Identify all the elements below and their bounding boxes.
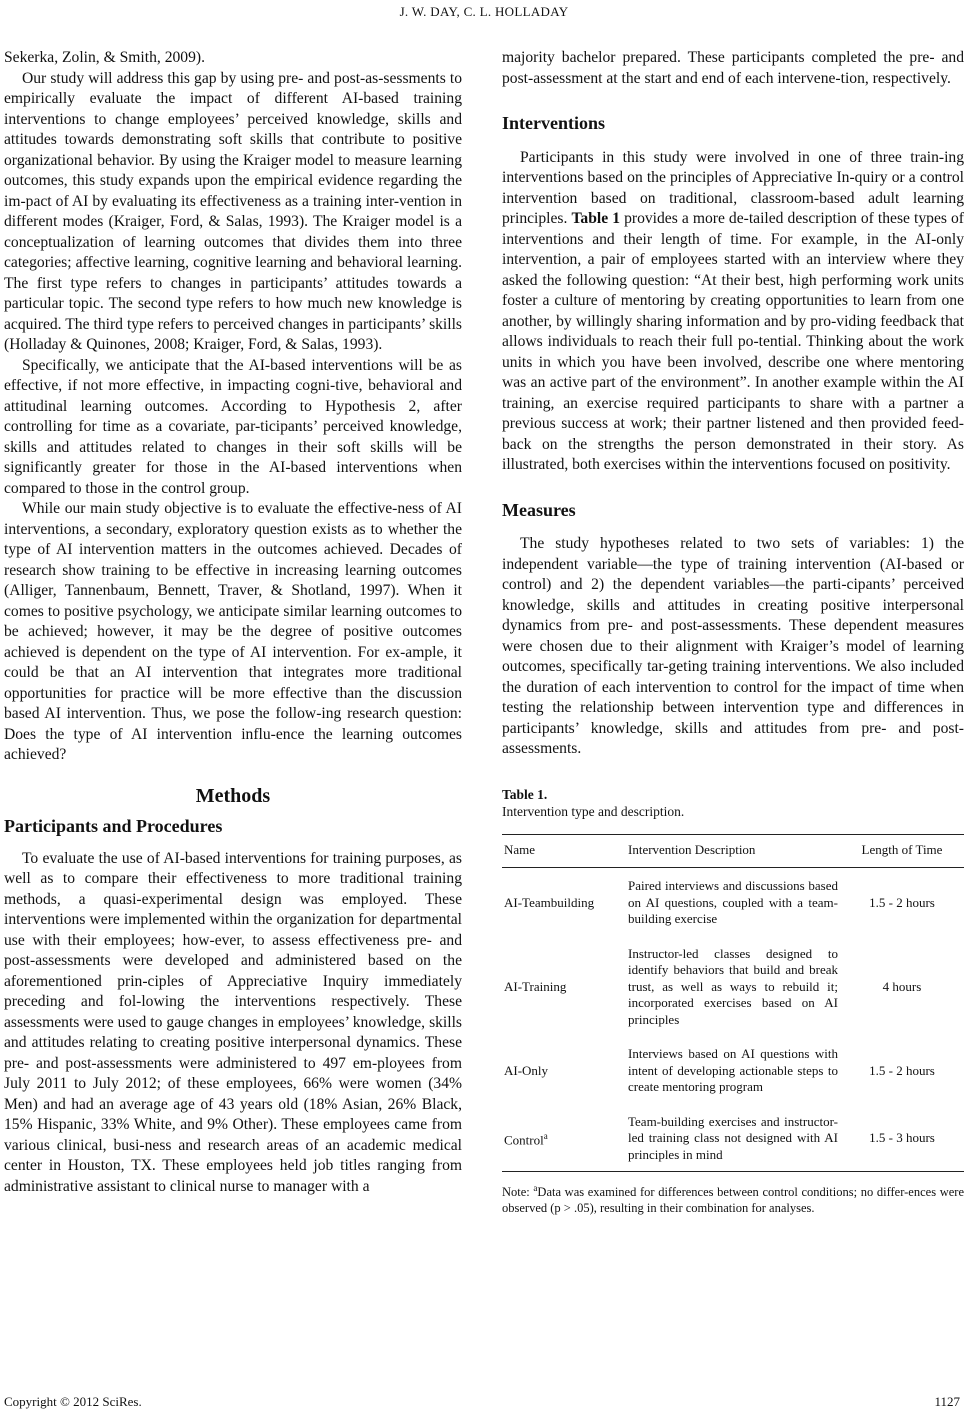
note-text: Data was examined for differences between control conditions; no differ-ences were observed (p > .05), resulting in their combination for analyses.	[502, 1185, 964, 1216]
cell-name	[502, 936, 626, 1037]
column-header-description: Intervention Description	[626, 834, 842, 868]
footnote-marker: a	[543, 1130, 548, 1141]
table-reference: Table 1	[571, 210, 621, 227]
cell-description: Instructor-led classes designed to identify behaviors that build and break trust, as well as ways to rebuild it; incorporated exercises based on AI principles	[628, 945, 838, 1027]
cell-length: 1.5 - 2 hours	[869, 1062, 935, 1078]
cell-length: 4 hours	[882, 978, 922, 994]
measures-heading: Measures	[502, 499, 576, 520]
paragraph-continued: Sekerka, Zolin, & Smith, 2009).	[4, 49, 205, 66]
copyright-footer: Copyright © 2012 SciRes.	[4, 1394, 142, 1409]
interventions-heading: Interventions	[502, 113, 605, 133]
cell-description: Interviews based on AI questions with intent of developing actionable steps to create mentoring program	[628, 1046, 838, 1094]
table-label: Table 1.	[502, 786, 548, 802]
cell-length: 1.5 - 2 hours	[869, 894, 935, 910]
table-row	[502, 868, 964, 936]
cell-name	[502, 868, 626, 936]
column-header-name: Name	[502, 834, 626, 868]
table-caption	[502, 786, 964, 820]
interventions-lead-text: Participants in this study were involved in one of three train-ing interventions based on the principles of Appreciative In-quiry or a control intervention based on traditional, classroom-based adult learning principles.	[502, 148, 964, 227]
column-header-length: Length of Time	[842, 834, 964, 868]
note-prefix: Note:	[502, 1185, 534, 1200]
cell-name	[502, 1036, 626, 1104]
paragraph-research-question: While our main study objective is to evaluate the effective-ness of AI interventions, a secondary, exploratory question exists as to whether the type of AI intervention matters in the outcomes achieved. Decades of research show training to be effective in increasing learning outcomes (Alliger, Tannenbaum, Bennett, Traver, & Shotland, 1997). When it comes to positive psychology, we anticipate similar learning outcomes to be achieved; however, it may be the degree of positive outcomes achieved is dependent on the type of AI intervention. For ex-ample, it could be that an AI intervention that integrates more traditional opportunities for practice will be more effective than the discussion based AI intervention. Thus, we pose the follow-ing research question: Does the type of AI intervention influ-ence the learning outcomes achieved?	[4, 500, 462, 763]
paragraph-hypothesis: Specifically, we anticipate that the AI-based interventions will be as effective, if not more effective, in impacting cogni-tive, behavioral and attitudinal learning outcomes. According to Hypothesis 2, after controlling for time as a covariate, par-ticipants’ perceived knowledge, skills and attitudes related to changes in their soft skills will be significantly greater for those in the AI-based interventions when compared to those in the control group.	[4, 356, 462, 497]
table-title: Intervention type and description.	[502, 803, 685, 819]
cell-length: 1.5 - 3 hours	[842, 1104, 964, 1172]
cell-name-text: AI-Teambuilding	[504, 894, 595, 910]
paragraph-interventions	[502, 148, 964, 476]
table-row	[502, 936, 964, 1037]
table-row	[502, 1036, 964, 1104]
note-footnote-marker: a	[533, 1183, 538, 1193]
table-note	[502, 1180, 964, 1216]
cell-name-text: Control	[504, 1132, 544, 1148]
cell-description: Team-building exercises and instructor-led training class not designed with AI principles in mind	[626, 1104, 842, 1172]
paragraph-measures: The study hypotheses related to two sets of variables: 1) the independent variable—the type of training intervention (AI-based or control) and 2) the dependent variables—the parti-cipants’ perceived knowledge, skills and attitudes in creating positive interpersonal dynamics from pre- and post-assessments. These dependent measures were chosen due to their alignment with Kraiger’s model of learning outcomes, specifically tar-geting training interventions. We also included the duration of each intervention to control for the impact of time when testing the relationship between intervention type and differences in participants’ knowledge, skills and attitudes from pre- and post-assessments.	[502, 535, 964, 757]
interventions-rest-text: provides a more de-tailed description of these types of interventions and their length of time. For example, in the AI-only intervention, a pair of employees started with an interview where they asked the following question: “At their best, high performing work units foster a culture of mentoring by creating opportunities to learn from one another, by willingly sharing information and by pro-viding feedback that allows individuals to reach their full po-tential. Thinking about the work units in which you have been involved, describe one where mentoring was an active part of the environment”. In another example within the AI training, an exercise required participants to share with a partner a previous success at work; their partner listened and then provided feed-back on the strengths the person demonstrated in their story. As illustrated, both exercises within the interventions focused on positivity.	[502, 210, 964, 473]
left-column	[4, 48, 462, 1197]
cell-name-text: AI-Training	[504, 978, 567, 994]
page-number: 1127	[934, 1394, 960, 1409]
intervention-table	[502, 834, 964, 1173]
running-head: J. W. DAY, C. L. HOLLADAY	[399, 4, 569, 19]
table-row	[502, 1104, 964, 1172]
methods-heading: Methods	[195, 784, 271, 807]
right-column	[502, 48, 964, 1216]
table-header-row	[502, 834, 964, 868]
participants-heading: Participants and Procedures	[4, 816, 223, 836]
paragraph-study-gap: Our study will address this gap by using pre- and post-as-sessments to empirically evaluate the impact of different AI-based training interventions to change employees’ perceived knowledge, skills and attitudes towards demonstrating soft skills that contribute to positive organizational behavior. By using the Kraiger model to measure learning outcomes, this study expands upon the empirical evidence regarding the im-pact of AI by evaluating its effectiveness as a training inter-vention in different modes (Kraiger, Ford, & Salas, 1993). The Kraiger model is a conceptualization of learning outcomes that divides them into three categories; affective learning, cognitive learning and behavioral learning. The first type refers to changes in participants’ attitudes towards a particular topic. The second type refers to how much new knowledge is acquired. The third type refers to perceived changes in participants’ skills (Holladay & Quinones, 2008; Kraiger, Ford, & Salas, 1993).	[4, 69, 462, 353]
paragraph-participants: To evaluate the use of AI-based interventions for training purposes, as well as to compare their effectiveness to more traditional training methods, a quasi-experimental design was employed. These interventions were implemented within the organization for departmental use with their employees; how-ever, to assess effectiveness pre- and post-assessments were developed and administered based on the aforementioned prin-ciples of Appreciative Inquiry immediately preceding and fol-lowing the interventions respectively. These assessments were used to gauge changes in employees’ knowledge, skills and attitudes relating to creating positive interpersonal dynamics. These pre- and post-assessments were administered to 497 em-ployees from July 2011 to July 2012; of these employees, 66% were women (34% Men) and had an average age of 43 years old (18% Asian, 26% Black, 15% Hispanic, 33% White, and 9% Other). These employees came from various clinical, busi-ness and research areas of an academic medical center in Houston, TX. These employees held job titles ranging from administrative assistant to clinical nurse to manager with a	[4, 849, 462, 1195]
cell-name	[502, 1104, 626, 1172]
cell-description: Paired interviews and discussions based on AI questions, coupled with a team-building exercise	[628, 878, 838, 926]
paragraph-continued-right: majority bachelor prepared. These participants completed the pre- and post-assessment at the start and end of each intervene-tion, respectively.	[502, 49, 964, 87]
cell-name-text: AI-Only	[504, 1062, 549, 1078]
